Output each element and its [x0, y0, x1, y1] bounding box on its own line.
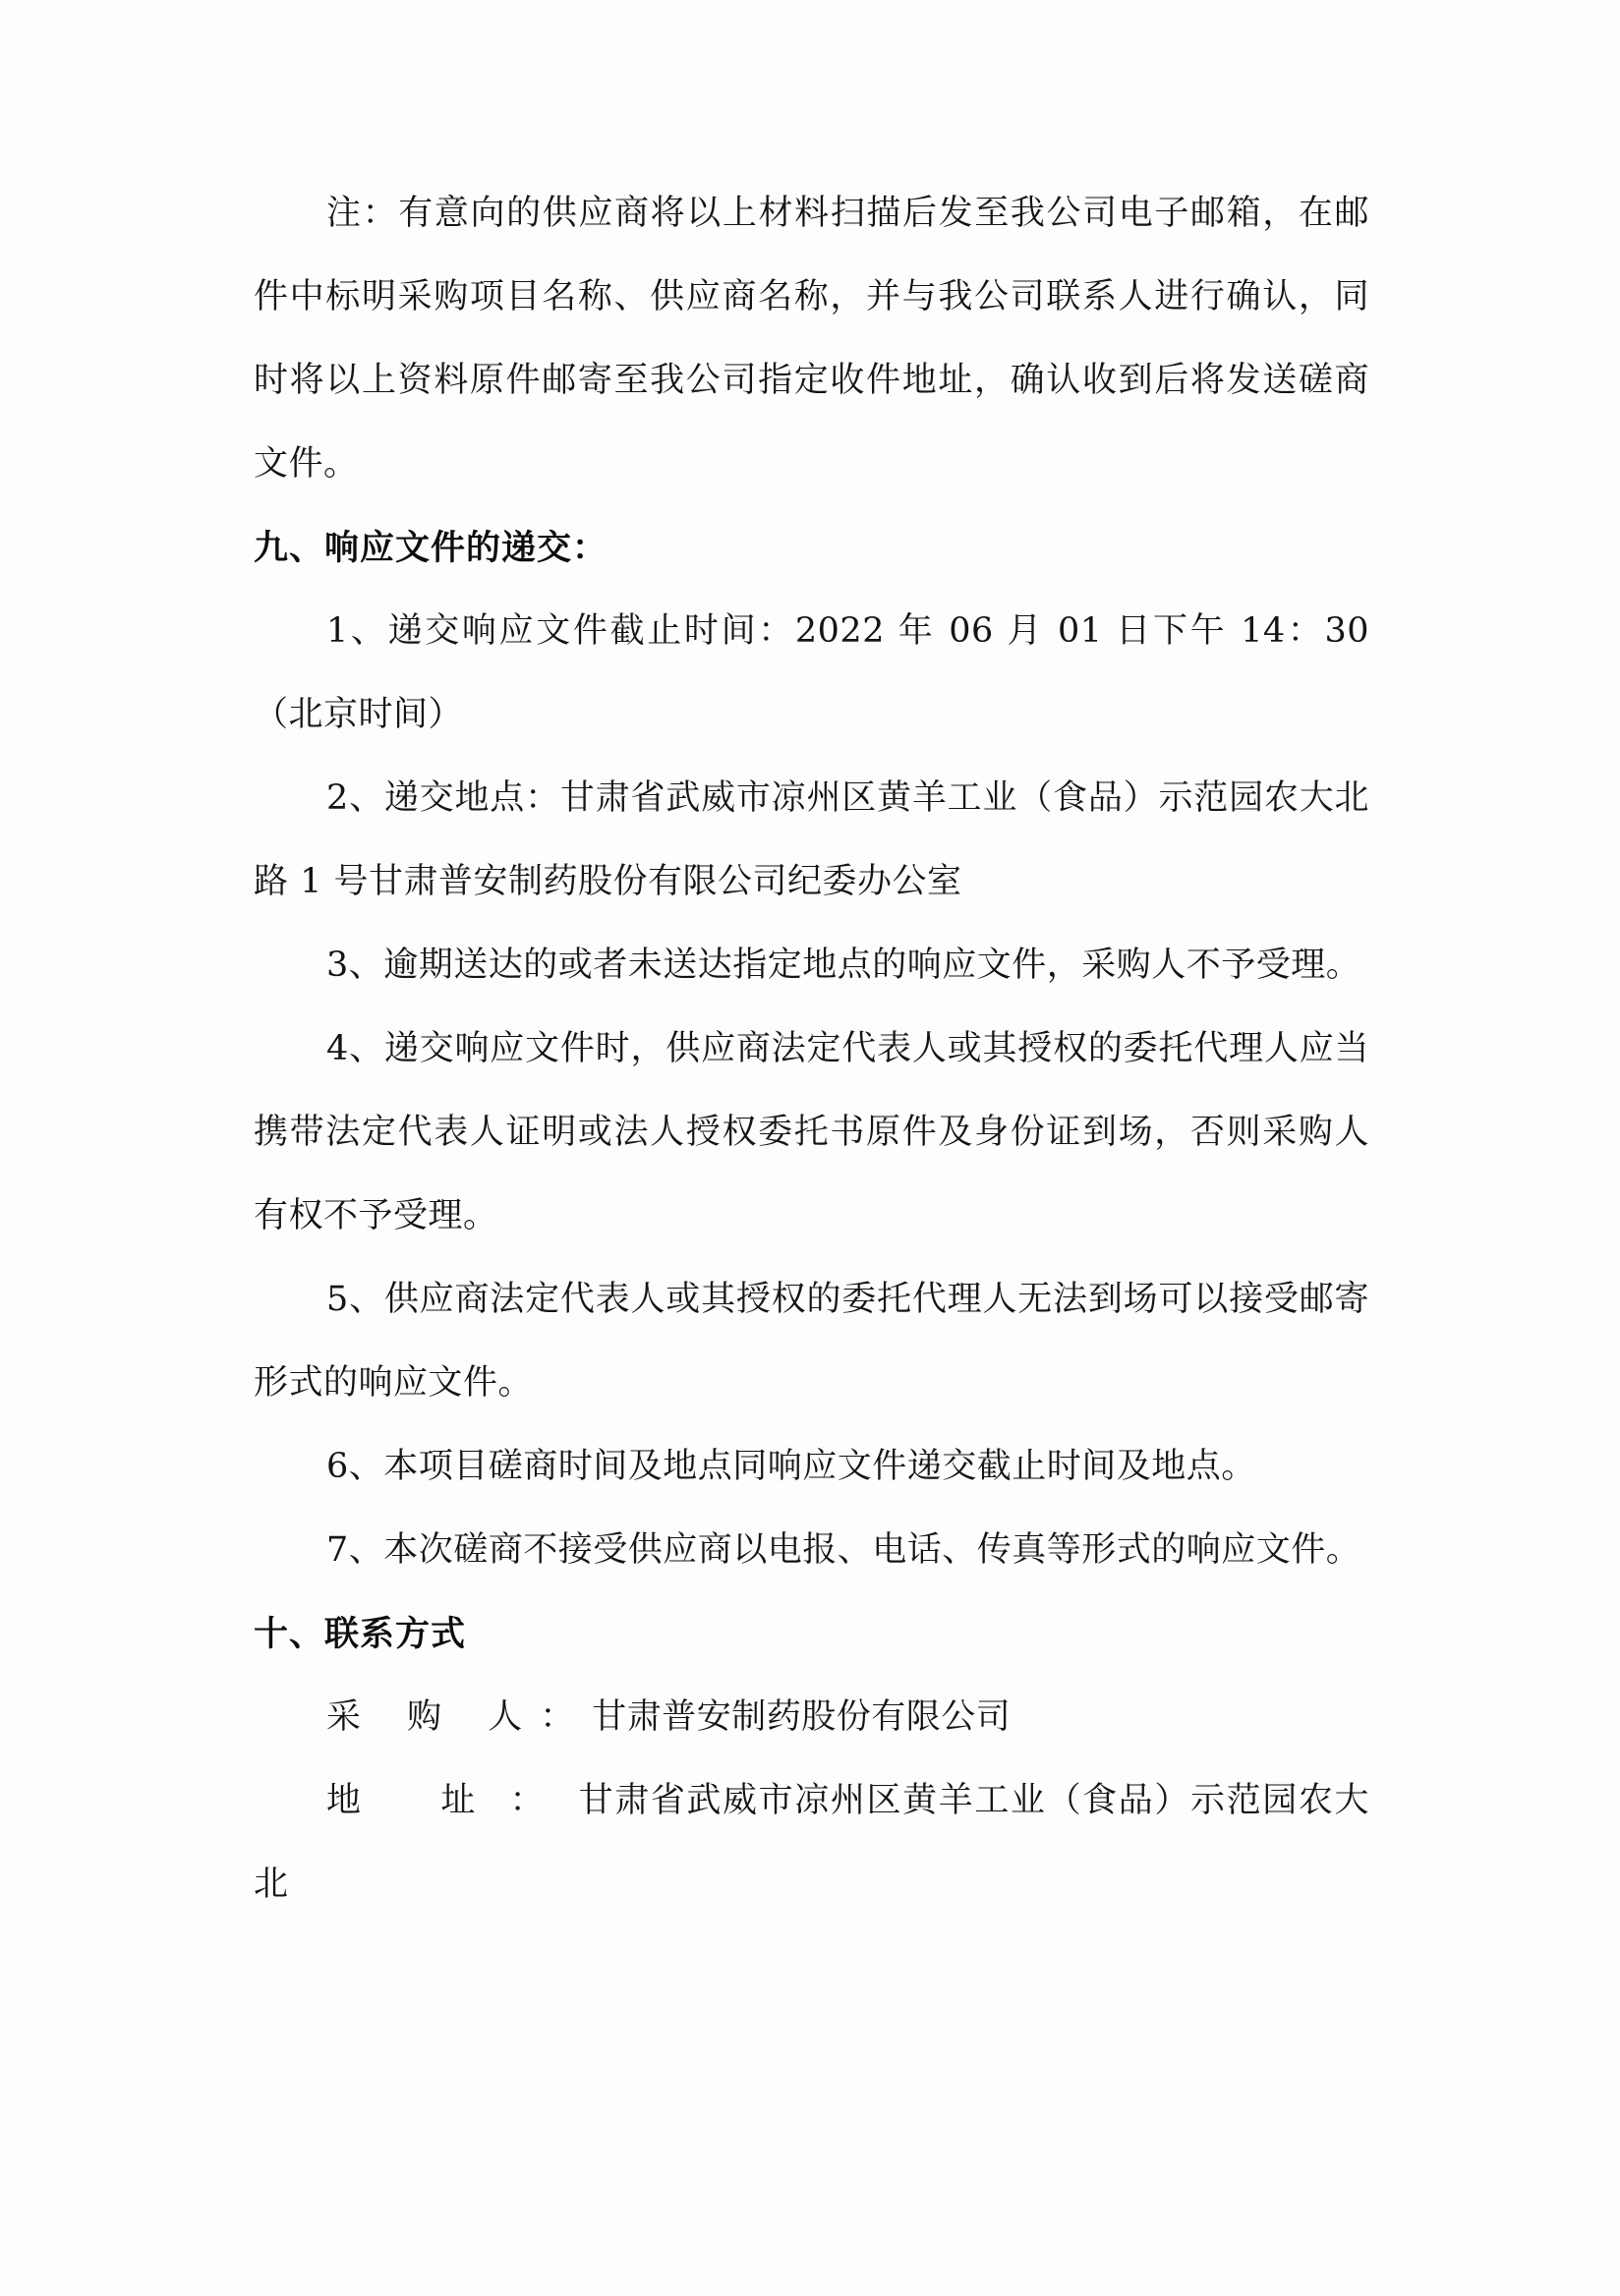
- paragraph-note: 注：有意向的供应商将以上材料扫描后发至我公司电子邮箱，在邮件中标明采购项目名称、供应商名称，并与我公司联系人进行确认，同时将以上资料原件邮寄至我公司指定收件地址，确认收到后将发送磋商文件。: [254, 194, 1369, 484]
- contact-address-value: 甘肃省武威市凉州区黄羊工业（食品）示范园农大北: [254, 1781, 1369, 1904]
- contact-purchaser-label: 采 购 人：: [326, 1697, 593, 1737]
- paragraph-item-9-1: 1、递交响应文件截止时间：2022 年 06 月 01 日下午 14：30（北京时间）: [254, 611, 1369, 734]
- paragraph-item-9-3: 3、逾期送达的或者未送达指定地点的响应文件，采购人不予受理。: [326, 946, 1361, 985]
- document-body: [254, 172, 1369, 1926]
- paragraph-item-9-5: 5、供应商法定代表人或其授权的委托代理人无法到场可以接受邮寄形式的响应文件。: [254, 1280, 1369, 1403]
- paragraph-item-9-4: 4、递交响应文件时，供应商法定代表人或其授权的委托代理人应当携带法定代表人证明或法人授权委托书原件及身份证到场，否则采购人有权不予受理。: [254, 1029, 1369, 1235]
- heading-section-nine: 九、响应文件的递交：: [254, 528, 608, 568]
- paragraph-item-9-7: 7、本次磋商不接受供应商以电报、电话、传真等形式的响应文件。: [326, 1530, 1361, 1570]
- heading-section-ten: 十、联系方式: [254, 1614, 467, 1654]
- contact-address-label: 地 址：: [326, 1781, 579, 1820]
- paragraph-item-9-6: 6、本项目磋商时间及地点同响应文件递交截止时间及地点。: [326, 1447, 1256, 1486]
- paragraph-item-9-2: 2、递交地点：甘肃省武威市凉州区黄羊工业（食品）示范园农大北路 1 号甘肃普安制药股份有限公司纪委办公室: [254, 778, 1369, 901]
- contact-address-row: [254, 1759, 1369, 1926]
- contact-purchaser-value: 甘肃普安制药股份有限公司: [592, 1697, 1012, 1737]
- contact-purchaser-row: [254, 1676, 1369, 1759]
